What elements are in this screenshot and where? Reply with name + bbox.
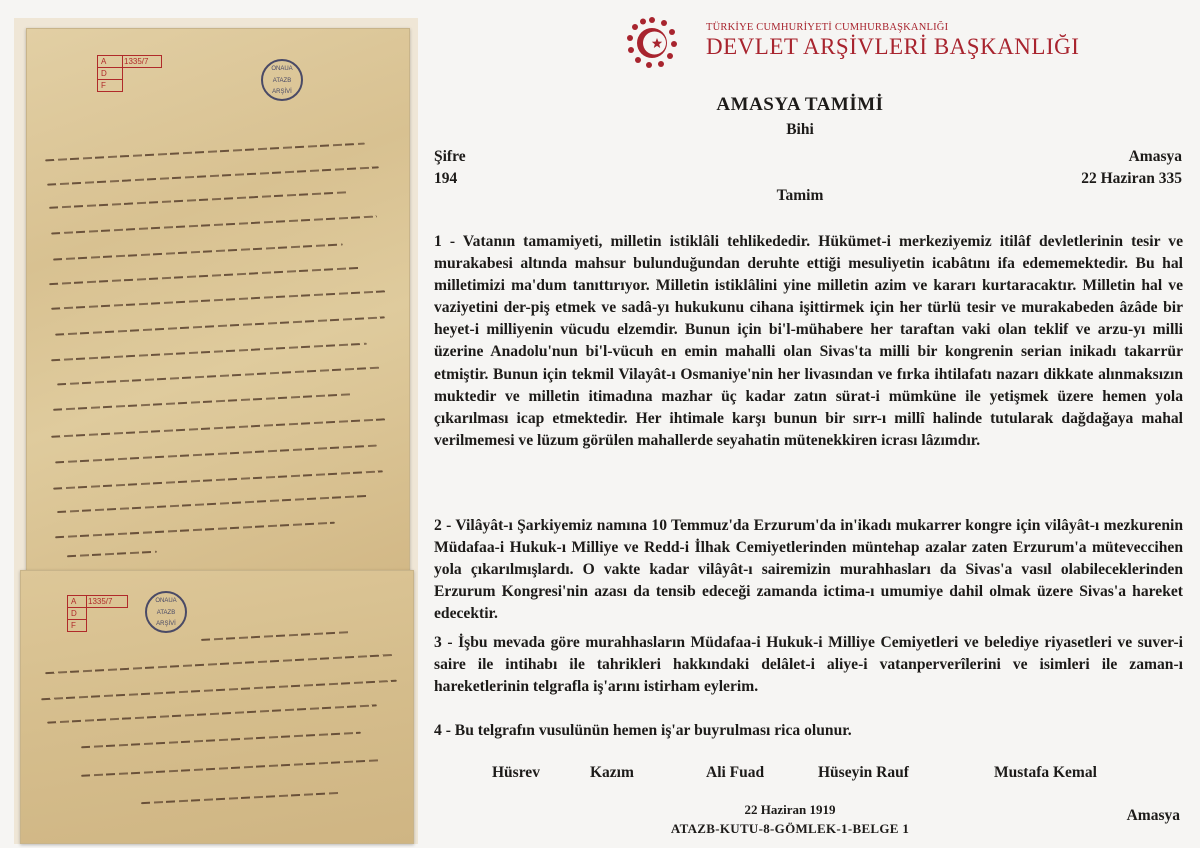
presidential-seal-icon <box>624 14 680 70</box>
manuscript-sheet-top <box>26 28 410 578</box>
section-heading: Tamim <box>776 187 824 204</box>
archive-ref-number: 1335/7 <box>121 55 162 68</box>
archive-ref-box: A D F <box>67 595 87 632</box>
archive-stamp: ONAUA ATAZB ARŞİVİ <box>145 591 187 633</box>
manuscript-sheet-bottom <box>20 570 414 844</box>
archive-ref-box: A D F <box>97 55 123 92</box>
institution-line: TÜRKİYE CUMHURİYETİ CUMHURBAŞKANLIĞI <box>706 22 949 33</box>
document-subtitle: Bihi <box>786 121 814 138</box>
signature-name: Hüseyin Rauf <box>818 764 909 781</box>
archive-stamp: ONAUA ATAZB ARŞİVİ <box>261 59 303 101</box>
archive-ref-number: 1335/7 <box>85 595 128 608</box>
footer-place: Amasya <box>1126 807 1180 824</box>
signature-name: Mustafa Kemal <box>994 764 1097 781</box>
archive-reference: ATAZB-KUTU-8-GÖMLEK-1-BELGE 1 <box>670 821 910 836</box>
institution-name: DEVLET ARŞİVLERİ BAŞKANLIĞI <box>706 34 1080 59</box>
manuscript-image <box>14 18 418 844</box>
signature-name: Ali Fuad <box>706 764 765 781</box>
footer-date: 22 Haziran 1919 <box>744 802 836 817</box>
paragraph-3: 3 - İşbu mevada göre murahhasların Müdafaa-i Hukuk-i Milliye Cemiyetleri ve belediye riyasetleri ve suver-i saire ile intihabı ile tahrikleri hakkındaki delâlet-i aliye-i vatanperverîlerini ve isimleri ile zaman-ı hareketlerinin telgrafla iş'arını istirham eylerim. <box>434 634 1183 696</box>
cipher-meta: Şifre 194 <box>434 148 466 187</box>
document-title: AMASYA TAMİMİ <box>716 94 884 115</box>
paragraph-2: 2 - Vilâyât-ı Şarkiyemiz namına 10 Temmuz'da Erzurum'da in'ikadı mukarrer kongre için vilâyât-ı mezkurenin Müdafaa-i Hukuk-ı Milliye ve Redd-i İlhak Cemiyetlerinden müntehap azalar zaten Erzurum'a müteveccihen yola çıkarılmışlardı. O vakte kadar vilâyât-ı sairemizin murahhasları da Sivas'a vasıl olabileceklerinden Erzurum Kongresi'nin azası da tensib edeceği zamanda ictima-ı umumiye dahil olmak üzere Sivas'a hareket edecektir. <box>434 517 1183 623</box>
signature-name: Kazım <box>590 764 634 781</box>
signature-name: Hüsrev <box>492 764 540 781</box>
paragraph-4: 4 - Bu telgrafın vusulünün hemen iş'ar buyrulması rica olunur. <box>434 722 852 739</box>
paragraph-1: 1 - Vatanın tamamiyeti, milletin istiklâli tehlikededir. Hükümet-i merkeziyemiz itilâf devletlerinin tesir ve murakabesi altında mahsur bulunduğundan deruhte ettiği mesuliyetin icabâtını ifa edememektedir. Bu hal milletimizi ma'dum tanıttırıyor. Milletin istiklâlini yine milletin azim ve kararı kurtaracaktır. Milletin hal ve vaziyetini der-piş etmek ve sadâ-yı hukukunu cihana işittirmek için her türlü tesir ve murakabeden âzâde bir heyet-i milliyenin vücudu elzemdir. Bunun için bi'l-mühabere her taraftan vaki olan teklif ve arzu-yı milli üzerine Anadolu'nun bi'l-vücuh en emin mahalli olan Sivas'ta milli bir kongrenin serian inikadı takarrür etmiştir. Bunun için tekmil Vilayât-ı Osmaniye'nin her livasından ve fırka ihtilafatı nazarı dikkate alınmaksızın muktedir ve milletin itimadına mazhar üç kadar zatın sürat-i mümküne ile yetişmek üzere hemen yola çıkarılması icap etmektedir. Her ihtimale karşı bunun bir sırr-ı millî halinde tutularak dağdağaya mahal verilmemesi ve lüzum görülen mahallerde seyahatin mütenekkiren icrası lâzımdır. <box>434 233 1183 449</box>
place-date-meta: Amasya 22 Haziran 335 <box>1081 148 1182 187</box>
